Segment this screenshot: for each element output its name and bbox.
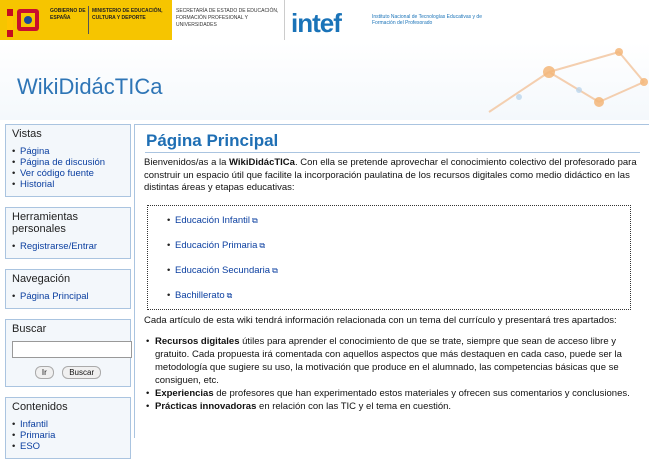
herramientas-heading: Herramientas personales	[12, 211, 79, 235]
ministerio-text: MINISTERIO DE EDUCACIÓN, CULTURA Y DEPORTE	[92, 8, 163, 21]
sidebar-item-eso[interactable]: • ESO	[20, 441, 124, 452]
portlet-navegacion	[5, 269, 131, 309]
intro-paragraph: Bienvenidos/as a la WikiDidácTICa. Con ella se pretende aprovechar el conocimiento colectivo del profesorado para construir un espacio útil que facilite la incorporación paulatina de los recursos digitales como medio didáctico en las distintas áreas y etapas educativas:	[144, 157, 637, 193]
sidebar-item-historial[interactable]: • Historial	[20, 179, 124, 190]
external-link-icon: ⧉	[259, 241, 266, 250]
link-educacion-infantil[interactable]: • Educación Infantil ⧉	[175, 215, 278, 240]
spain-crest-icon	[2, 3, 44, 37]
link-educacion-secundaria[interactable]: • Educación Secundaria ⧉	[175, 265, 278, 290]
intef-logo[interactable]: intef	[291, 8, 341, 38]
link-bachillerato[interactable]: • Bachillerato ⧉	[175, 290, 278, 315]
vistas-heading: Vistas	[12, 128, 42, 140]
wiki-name: WikiDidácTICa	[229, 157, 295, 168]
etapas-box	[147, 205, 631, 310]
main-content	[134, 124, 649, 438]
navegacion-heading: Navegación	[12, 273, 71, 285]
link-educacion-primaria[interactable]: • Educación Primaria ⧉	[175, 240, 278, 265]
network-decoration-icon	[479, 42, 649, 120]
gobierno-text: GOBIERNO DE ESPAÑA	[50, 8, 86, 21]
apartados-intro: Cada artículo de esta wiki tendrá información relacionada con un tema del currículo y presentará tres apartados:	[144, 315, 617, 326]
intef-subtitle: Instituto Nacional de Tecnologías Educativas y de Formación del Profesorado	[372, 14, 482, 26]
external-link-icon: ⧉	[252, 216, 258, 225]
sidebar-item-ver-codigo[interactable]: • Ver código fuente	[20, 168, 124, 179]
sidebar-item-infantil[interactable]: • Infantil	[20, 419, 124, 430]
buscar-button[interactable]: Buscar	[62, 366, 101, 379]
sidebar-item-registrarse[interactable]: • Registrarse/Entrar	[20, 241, 124, 252]
search-input[interactable]	[12, 341, 132, 358]
site-title[interactable]: WikiDidácTICa	[17, 74, 163, 99]
sidebar-item-pagina[interactable]: • Página	[20, 146, 124, 157]
list-item: • Experiencias de profesores que han experimentado estos materiales y ofrecen sus comentarios y conclusiones.	[155, 387, 633, 400]
sidebar-item-pagina-principal[interactable]: • Página Principal	[20, 291, 124, 302]
portlet-herramientas	[5, 207, 131, 259]
site-header	[0, 42, 649, 120]
list-item: • Recursos digitales útiles para aprender el conocimiento de que se trate, siempre que sean de acceso libre y gratuito. Cada propuesta irá comentada con aquellos aspectos que más destaquen en cada caso, puede ser la metodología que sugiere su uso, la motivación que produce en el alumnado, las competencias básicas que se consiguen, etc.	[155, 335, 633, 387]
sidebar	[5, 124, 131, 469]
sidebar-item-primaria[interactable]: • Primaria	[20, 430, 124, 441]
contenidos-heading: Contenidos	[12, 401, 68, 413]
secretaria-block	[172, 0, 285, 40]
gobierno-block	[0, 0, 172, 40]
portlet-vistas	[5, 124, 131, 197]
page-title: Página Principal	[146, 131, 279, 150]
list-item: • Prácticas innovadoras en relación con las TIC y el tema en cuestión.	[155, 400, 633, 413]
buscar-heading: Buscar	[12, 323, 47, 335]
government-banner	[0, 0, 649, 43]
secretaria-text: SECRETARÍA DE ESTADO DE EDUCACIÓN, FORMACIÓN PROFESIONAL Y UNIVERSIDADES	[176, 8, 279, 28]
ir-button[interactable]: Ir	[35, 366, 54, 379]
external-link-icon: ⧉	[226, 291, 233, 300]
portlet-contenidos	[5, 397, 131, 459]
portlet-buscar	[5, 319, 131, 387]
sidebar-item-discusion[interactable]: • Página de discusión	[20, 157, 124, 168]
external-link-icon: ⧉	[272, 266, 278, 275]
apartados-list	[155, 335, 633, 413]
